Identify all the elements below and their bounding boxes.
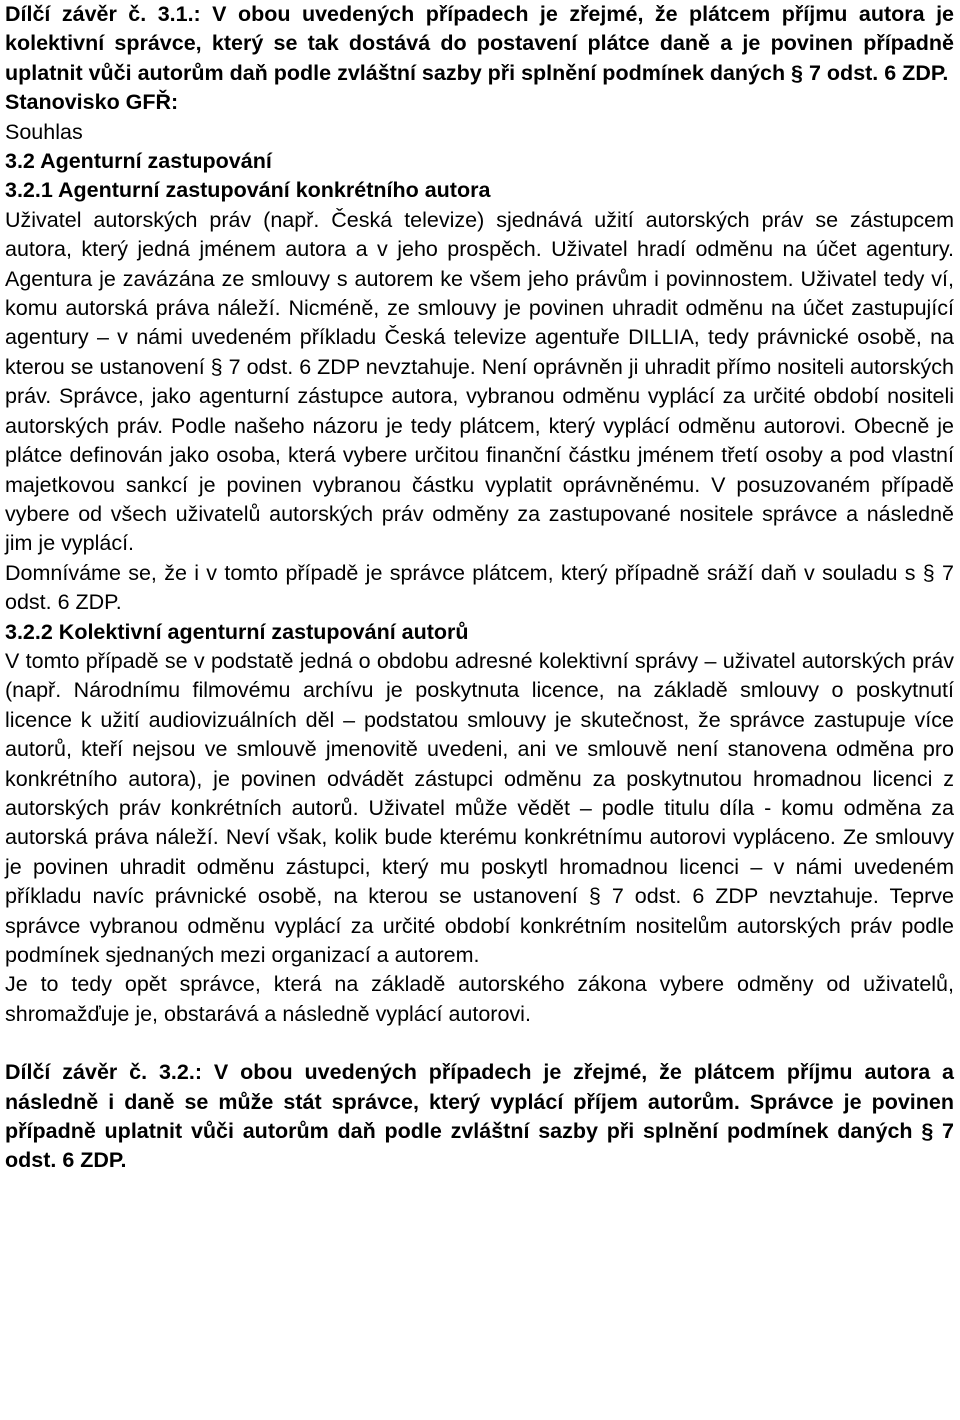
section-heading-3-2-2: 3.2.2 Kolektivní agenturní zastupování autorů — [5, 619, 469, 644]
section-3-2-1-paragraph: Domníváme se, že i v tomto případě je správce plátcem, který případně sráží daň v souladu s § 7 odst. 6 ZDP. — [5, 560, 954, 615]
section-3-2-2-paragraph: Je to tedy opět správce, která na základě autorského zákona vybere odměny od uživatelů, shromažďuje je, obstarává a následně vyplácí autorovi. — [5, 972, 954, 1026]
section-heading-3-2: 3.2 Agenturní zastupování — [5, 149, 272, 174]
gfr-position-label: Stanovisko GFŘ: — [5, 90, 179, 115]
gfr-position-value: Souhlas — [5, 119, 83, 144]
section-3-2-2-paragraph: V tomto případě se v podstatě jedná o obdobu adresné kolektivní správy – uživatel autorských práv (např. Národnímu filmovému archívu je poskytnuta licence, na základě smlouvy o poskytnutí licence k užití audiovizuálních děl – podstatou smlouvy je skutečnost, že správce zastupuje více autorů, kteří nejsou ve smlouvě jmenovitě uvedeni, ani ve smlouvě není stanovena odměna pro konkrétního autora), je povinen odvádět zástupci odměnu za poskytnutou hromadnou licenci z autorských práv konkrétních autorů. Uživatel může vědět – podle titulu díla - komu odměna za autorská práva náleží. Neví však, kolik bude kterému konkrétnímu autorovi vypláceno. Ze smlouvy je povinen uhradit odměnu zástupci, který mu poskytl hromadnou licenci – v námi uvedeném příkladu navíc právnické osobě, na kterou se ustanovení § 7 odst. 6 ZDP nevztahuje. Teprve správce vybranou odměnu vyplácí za určité období konkrétním nositelům autorských práv podle podmínek sjednaných mezi organizací a autorem. — [5, 648, 954, 967]
partial-conclusion-3-2: Dílčí závěr č. 3.2.: V obou uvedených případech je zřejmé, že plátcem příjmu autora a následně i daně se může stát správce, který vyplácí příjem autorům. Správce je povinen případně uplatnit vůči autorům daň podle zvláštní sazby při splnění podmínek daných § 7 odst. 6 ZDP. — [5, 1060, 954, 1173]
section-heading-3-2-1: 3.2.1 Agenturní zastupování konkrétního autora — [5, 178, 491, 203]
section-3-2-1-paragraph: Uživatel autorských práv (např. Česká televize) sjednává užití autorských práv se zástupcem autora, který jedná jménem autora a v jeho prospěch. Uživatel hradí odměnu na účet agentury. Agentura je zavázána ze smlouvy s autorem ke všem jeho právům i povinnostem. Uživatel tedy ví, komu autorská práva náleží. Nicméně, ze smlouvy je povinen uhradit odměnu na účet zastupující agentury – v námi uvedeném příkladu Česká televize agentuře DILLIA, tedy právnické osobě, na kterou se ustanovení § 7 odst. 6 ZDP nevztahuje. Není oprávněn ji uhradit přímo nositeli autorských práv. Správce, jako agenturní zástupce autora, vybranou odměnu vyplácí za určité období nositeli autorských práv. Podle našeho názoru je tedy plátcem, který vyplácí odměnu autorovi. Obecně je plátce definován jako osoba, která vybere určitou finanční částku jménem třetí osoby a pod vlastní majetkovou sankcí je povinen vybranou částku vyplatit oprávněnému. V posuzovaném případě vybere od všech uživatelů autorských práv odměny za zastupované nositele správce a následně jim je vyplácí. — [5, 207, 954, 556]
partial-conclusion-3-1: Dílčí závěr č. 3.1.: V obou uvedených případech je zřejmé, že plátcem příjmu autora je kolektivní správce, který se tak dostává do postavení plátce daně a je povinen případně uplatnit vůči autorům daň podle zvláštní sazby při splnění podmínek daných § 7 odst. 6 ZDP. — [5, 2, 954, 85]
